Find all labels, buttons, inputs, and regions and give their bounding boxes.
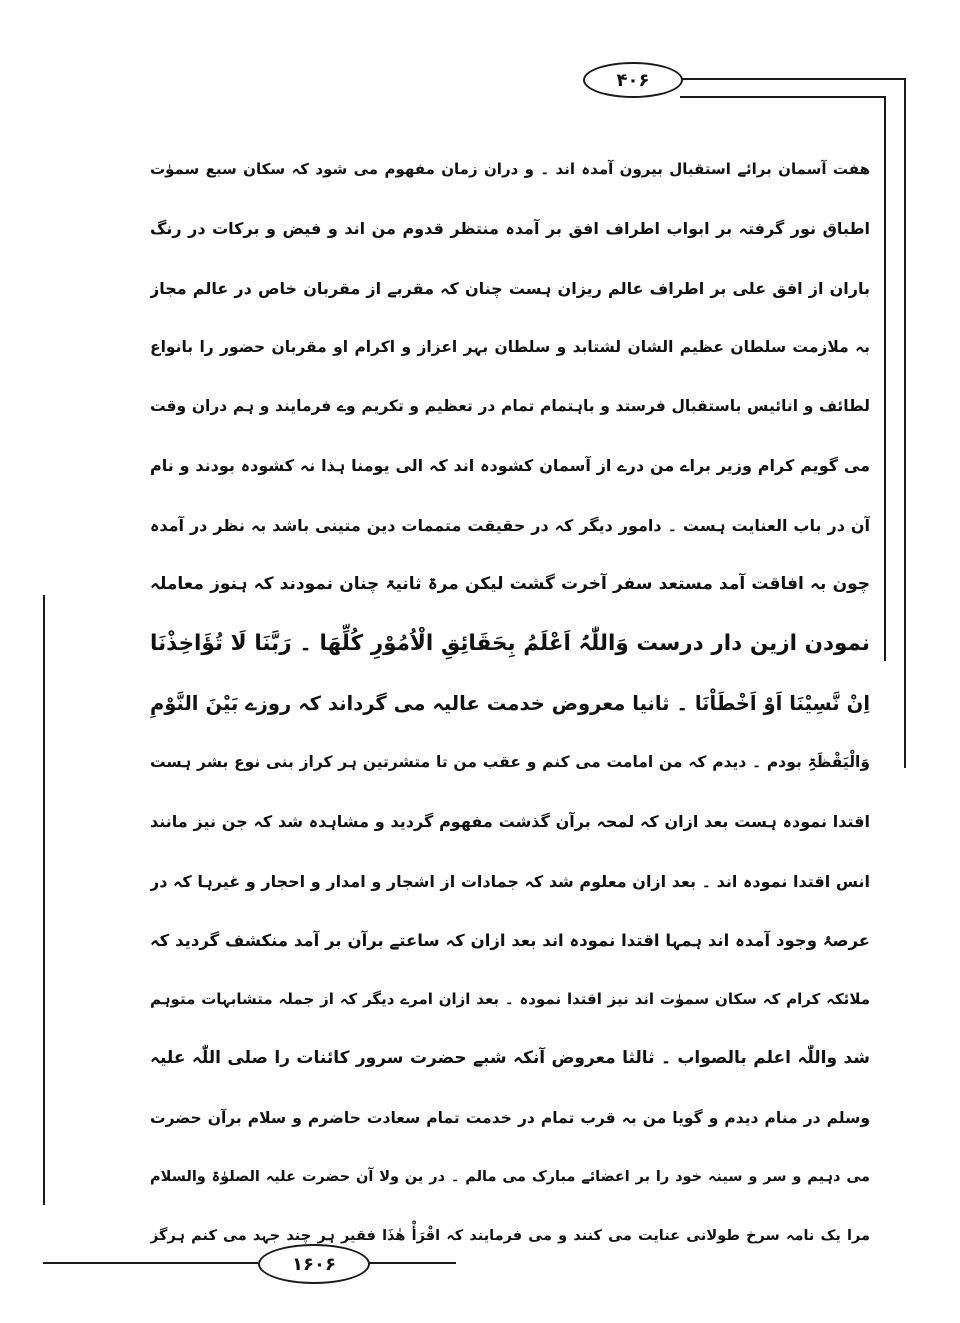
text-line: بہ ملازمت سلطان عظیم الشان لشتابد و سلطان بہر اعزاز و اکرام او مقربان حضور را بانواع	[150, 337, 870, 356]
manuscript-text-body	[150, 140, 870, 1245]
text-line: شد واللّٰہ اعلم بالصواب ۔ ثالثا معروض آنکہ شبے حضرت سرور کائنات را صلی اللّٰہ علیہ	[150, 1048, 870, 1069]
text-line: می دہیم و سر و سینہ خود را بر اعضائے مبارک می مالم ۔ در ین ولا آن حضرت علیہ الصلوٰۃ والسلام	[150, 1169, 870, 1186]
text-line: باران از افق علی بر اطراف عالم ریزان ہست چنان کہ مقربے از مقربان خاص در عالم مجاز	[150, 278, 870, 298]
top-page-number: ۴۰۶	[583, 62, 683, 98]
frame-top-inner-line	[680, 96, 884, 98]
text-line: اقتدا نمودہ ہست بعد ازان کہ لمحہ برآن گذشت مفھوم گردید و مشاہدہ شد کہ جن نیز مانند	[150, 812, 870, 832]
text-line: آن در باب العنایت ہست ۔ دامور دیگر کہ در حقیقت متممات دین متینی باشد بہ نظر در آمدہ	[150, 515, 870, 535]
frame-right-inner-line	[884, 96, 886, 661]
text-line: نمودن ازین دار درست وَاللّٰہُ اَعْلَمُ بِحَقَائِقِ الْاُمُوْرِ کُلِّھَا ۔ رَبَّنَا لَا تُؤَاخِذْنَا	[150, 631, 870, 657]
text-line: مرا یک نامہ سرخ طولانی عنایت می کنند و می فرمایند کہ اقْرَأْ ھٰذَا فقیر ہر چند جہد می کنم ہرگز	[150, 1228, 870, 1245]
text-line: می گویم کرام وزیر براے من درے از آسمان کشودہ اند کہ الی یومنا ہذا نہ کشودہ بودند و نام	[150, 456, 870, 476]
frame-left-line	[43, 595, 45, 1205]
text-line: وَالْیَقْظَۃِ بودم ۔ دیدم کہ من امامت می کنم و عقب من تا متشرتین ہر کراز بنی نوع بشر ہست	[150, 752, 870, 771]
text-line: انس اقتدا نمودہ اند ۔ بعد ازان معلوم شد کہ جمادات از اشجار و امدار و احجار و غیرہا کہ در	[150, 871, 870, 891]
text-line: چون بہ افاقت آمد مستعد سفر آخرت گشت لیکن مرۃ ثانیۃ چنان نمودند کہ ہنوز معاملہ	[150, 574, 870, 595]
text-line: اِنْ نَّسِیْنَا اَوْ اَخْطَاْنَا ۔ ثانیا معروض خدمت عالیہ می گرداند کہ روزے بَیْنَ النَّوْمِ	[150, 691, 870, 715]
frame-top-line	[679, 78, 904, 80]
text-line: لطائف و انائیس باستقبال فرستد و باہتمام تمام در تعظیم و تکریم وے فرمایند و ہم دران وقت	[150, 397, 870, 416]
text-line: عرصۂ وجود آمدہ اند ہمہا اقتدا نمودہ اند بعد ازان کہ ساعتے برآن بر آمد منکشف گردید کہ	[150, 930, 870, 950]
text-line: ھفت آسمان برائے استقبال بیرون آمدہ اند ۔ و دران زمان مفھوم می شود کہ سکان سبع سموٰت	[150, 160, 870, 178]
text-line: ملائکہ کرام کہ سکان سموٰت اند نیز اقتدا نمودہ ۔ بعد ازان امرے دیگر کہ از جملہ متشابہات متوہم	[150, 990, 870, 1009]
frame-right-outer-line	[904, 78, 906, 768]
text-line: وسلم در منام دیدم و گویا من بہ قرب تمام در خدمت تمام سعادت حاضرم و سلام برآن حضرت	[150, 1108, 870, 1127]
bottom-page-number: ۱۶۰۶	[258, 1244, 370, 1284]
text-line: اطباق نور گرفتہ بر ابواب اطراف افق بر آمدہ منتظر قدوم من اند و فیض و برکات در رنگ	[150, 219, 870, 239]
